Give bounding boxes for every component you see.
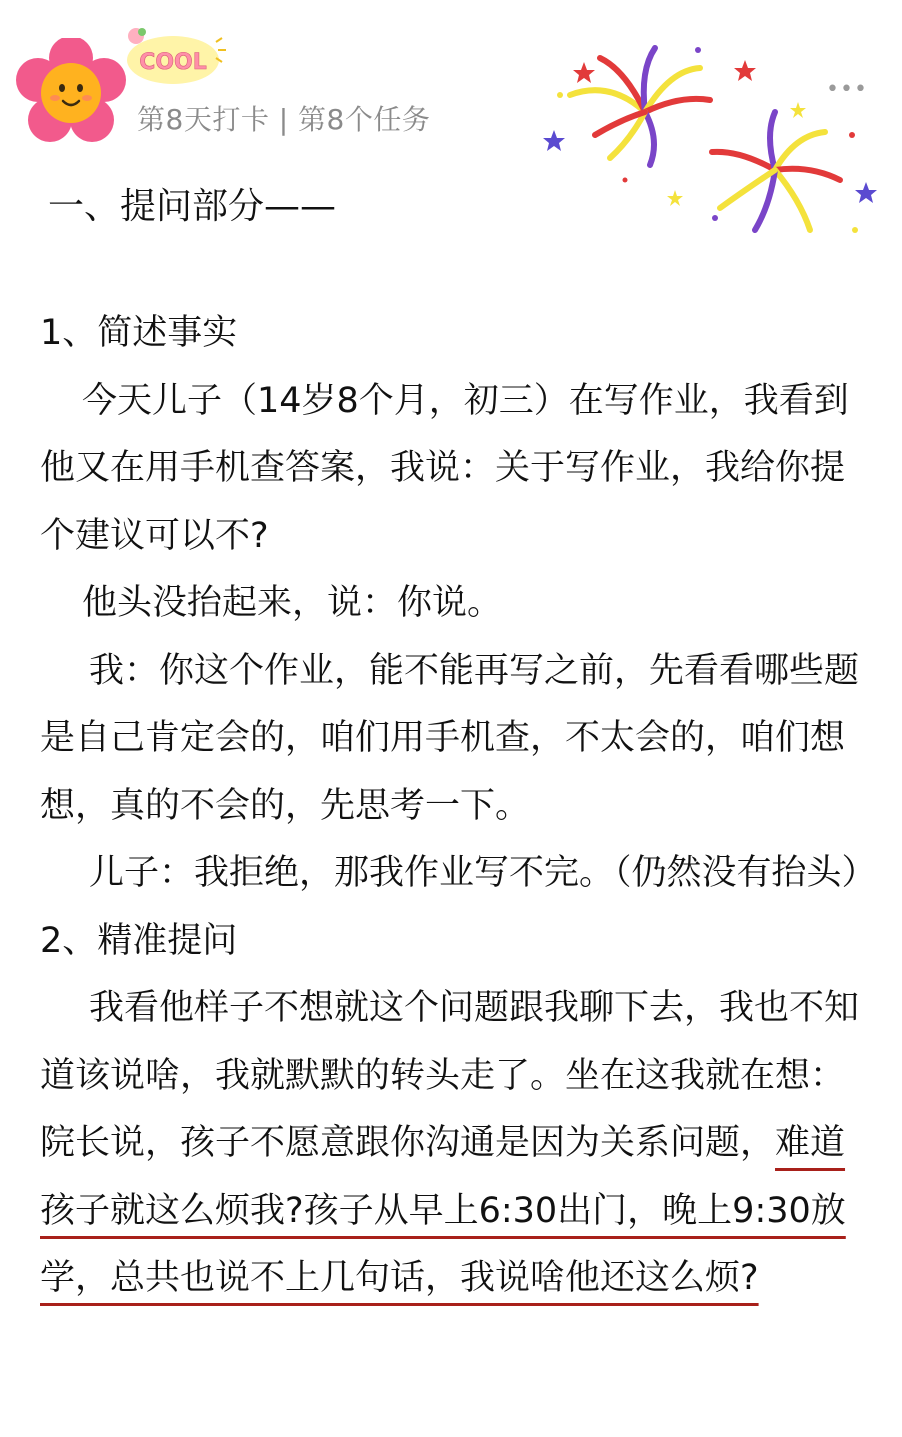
item2-plain-text: 我看他样子不想就这个问题跟我聊下去，我也不知道该说啥，我就默默的转头走了。坐在这我就在想：院长说，孩子不愿意跟你沟通是因为关系问题， xyxy=(40,988,860,1163)
checkin-task-text: 第8天打卡 | 第8个任务 xyxy=(137,103,431,136)
item1-paragraph: 儿子：我拒绝，那我作业写不完。（仍然没有抬头） xyxy=(89,853,877,893)
item1-title: 1、简述事实 xyxy=(40,313,238,353)
cool-badge-icon xyxy=(118,20,228,90)
more-dots-icon[interactable]: ••• xyxy=(826,77,868,102)
post-header xyxy=(0,0,902,250)
post-body xyxy=(40,300,877,1313)
underlined-text: 难道孩子就这么烦我?孩子从早上6:30出门，晚上9:30放学，总共也说不上几句话，我说啥他还这么烦? xyxy=(40,1123,846,1298)
item1-paragraph: 今天儿子（14岁8个月，初三）在写作业，我看到他又在用手机查答案，我说：关于写作业，我给你提个建议可以不? xyxy=(40,380,849,556)
item2-paragraph xyxy=(40,975,862,1313)
fireworks-icon xyxy=(540,40,890,250)
section-heading: 一、提问部分—— xyxy=(48,186,337,227)
flower-smiley-avatar[interactable] xyxy=(16,38,126,148)
cool-badge-text: COOL xyxy=(139,50,207,75)
item1-paragraph: 我：你这个作业，能不能再写之前，先看看哪些题是自己肯定会的，咱们用手机查，不太会的，咱们想想，真的不会的，先思考一下。 xyxy=(40,650,860,826)
item2-title: 2、精准提问 xyxy=(40,920,238,961)
item1-paragraph: 他头没抬起来，说：你说。 xyxy=(82,583,503,623)
